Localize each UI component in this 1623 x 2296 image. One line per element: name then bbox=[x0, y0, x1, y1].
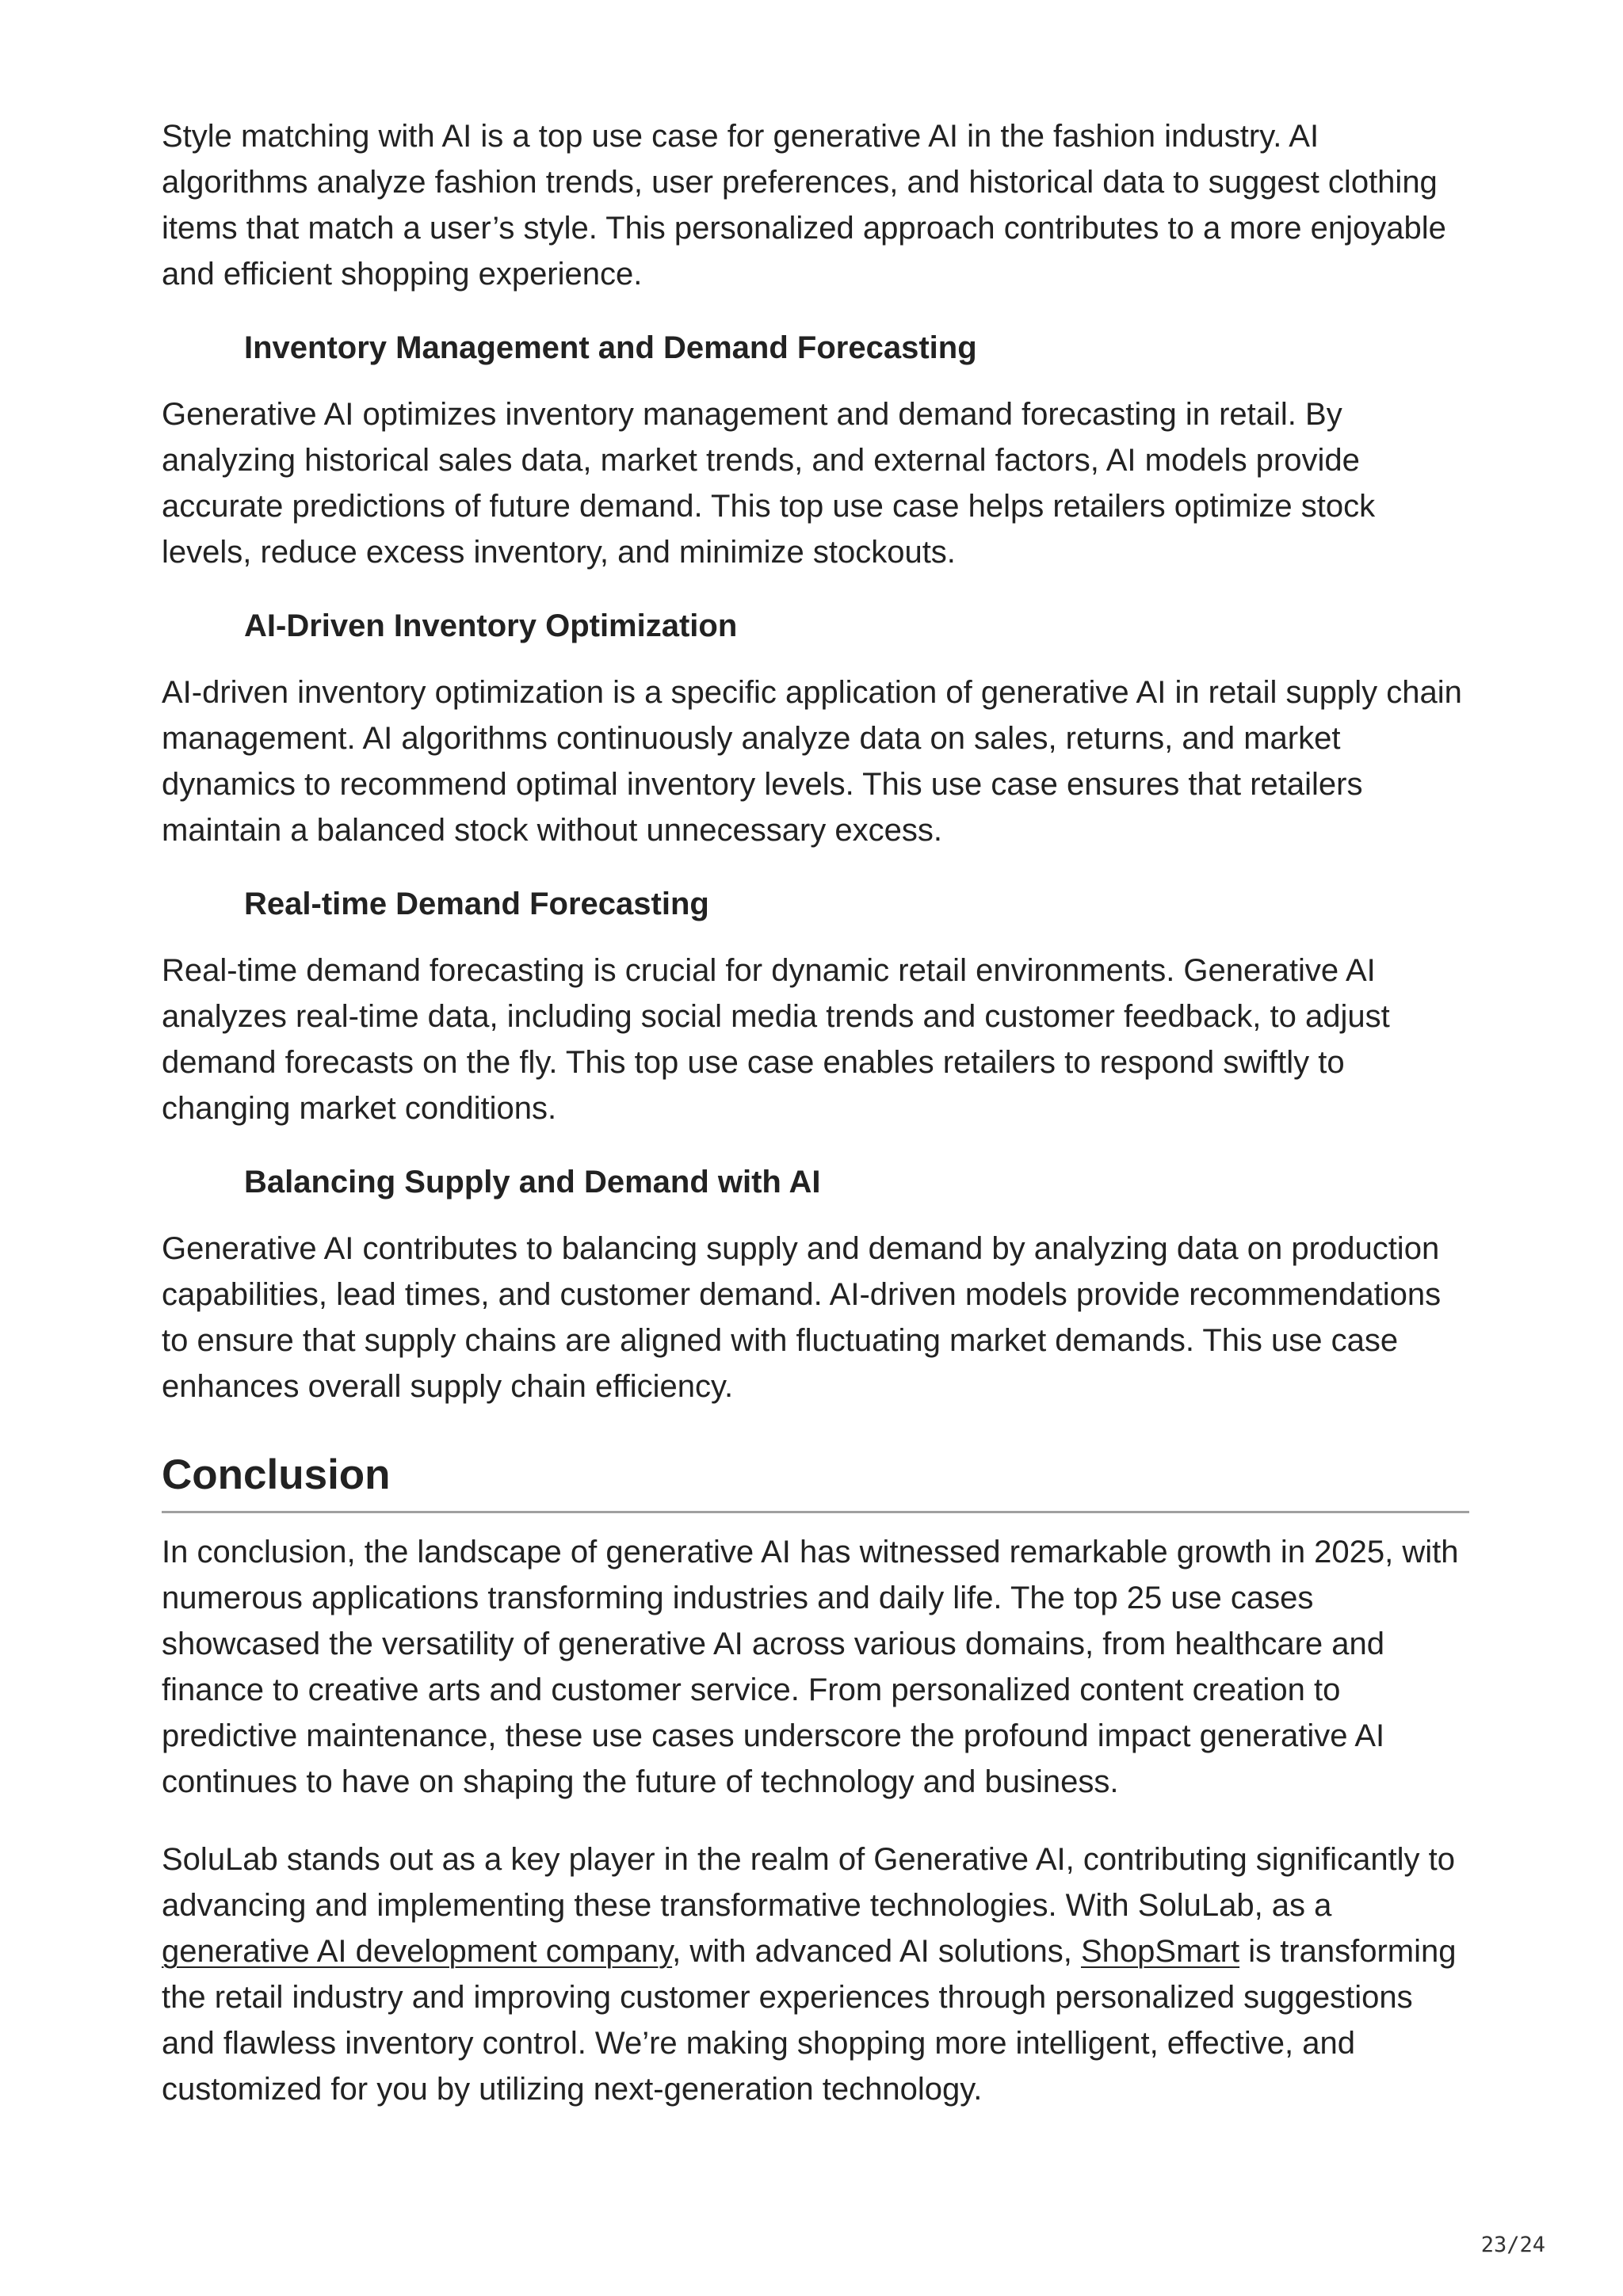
subheading-inventory-management: Inventory Management and Demand Forecasting bbox=[244, 330, 977, 365]
solulab-text-part-2: , with advanced AI solutions, bbox=[672, 1934, 1081, 1969]
shopsmart-link[interactable]: ShopSmart bbox=[1080, 1934, 1240, 1969]
solulab-text-part-3: is transforming the retail industry and improving customer experiences through personalized suggestions and flawless inventory control. We’re making shopping more intelligent, effective, and customized for you by utilizing next-generation technology. bbox=[162, 1934, 1457, 2107]
paragraph-balancing-supply: Generative AI contributes to balancing supply and demand by analyzing data on production capabilities, lead times, and customer demand. AI-driven models provide recommendations to ensure that supply chains are aligned with fluctuating market demands. This use case enhances overall supply chain efficiency. bbox=[162, 1231, 1442, 1404]
conclusion-heading: Conclusion bbox=[162, 1449, 1469, 1513]
document-body bbox=[162, 113, 1469, 2112]
paragraph-inventory-optimization: AI-driven inventory optimization is a specific application of generative AI in retail supply chain management. AI algorithms continuously analyze data on sales, returns, and market dynamics to recommend optimal inventory levels. This use case ensures that retailers maintain a balanced stock without unnecessary excess. bbox=[162, 675, 1462, 848]
subheading-inventory-optimization: AI-Driven Inventory Optimization bbox=[244, 608, 738, 643]
paragraph-inventory-management: Generative AI optimizes inventory management and demand forecasting in retail. By analyzing historical sales data, market trends, and external factors, AI models provide accurate predictions of future demand. This top use case helps retailers optimize stock levels, reduce excess inventory, and minimize stockouts. bbox=[162, 397, 1376, 570]
paragraph-solulab bbox=[162, 1836, 1469, 2112]
subheading-realtime-forecasting: Real-time Demand Forecasting bbox=[244, 887, 709, 921]
page-number: 23/24 bbox=[1480, 2233, 1545, 2257]
subheading-balancing-supply: Balancing Supply and Demand with AI bbox=[244, 1165, 821, 1199]
generative-ai-development-company-link[interactable]: generative AI development company bbox=[162, 1934, 673, 1969]
paragraph-style-matching: Style matching with AI is a top use case for generative AI in the fashion industry. AI algorithms analyze fashion trends, user preferences, and historical data to suggest clothing items that match a user’s style. This personalized approach contributes to a more enjoyable and efficient shopping experience. bbox=[162, 119, 1446, 292]
paragraph-conclusion: In conclusion, the landscape of generative AI has witnessed remarkable growth in 2025, with numerous applications transforming industries and daily life. The top 25 use cases showcased the versatility of generative AI across various domains, from healthcare and finance to creative arts and customer service. From personalized content creation to predictive maintenance, these use cases underscore the profound impact generative AI continues to have on shaping the future of technology and business. bbox=[162, 1535, 1459, 1799]
solulab-text-part-1: SoluLab stands out as a key player in the realm of Generative AI, contributing significantly to advancing and implementing these transformative technologies. With SoluLab, as a bbox=[162, 1842, 1456, 1923]
paragraph-realtime-forecasting: Real-time demand forecasting is crucial for dynamic retail environments. Generative AI analyzes real-time data, including social media trends and customer feedback, to adjust demand forecasts on the fly. This top use case enables retailers to respond swiftly to changing market conditions. bbox=[162, 953, 1390, 1126]
